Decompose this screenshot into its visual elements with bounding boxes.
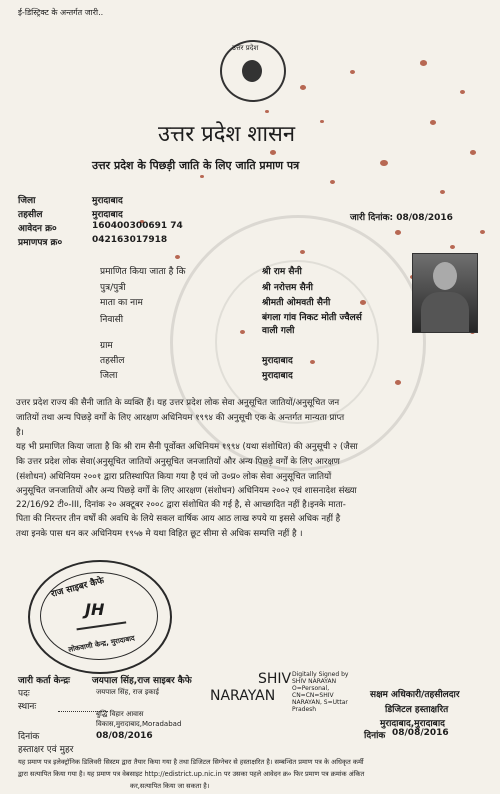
certify-label: प्रमाणित किया जाता है कि bbox=[100, 267, 186, 277]
seal-initials: JH bbox=[85, 600, 105, 619]
body-line: 22/16/92 टी०-III, दिनांक २० अक्टूबर २००८ द्वारा संशोधित की गई है, से आच्छादित नहीं है।इनके माता- bbox=[16, 500, 346, 510]
authority-line1: सक्षम अधिकारी/तहसीलदार bbox=[370, 690, 460, 700]
page-subtitle: उत्तर प्रदेश के पिछड़ी जाति के लिए जाति प्रमाण पत्र bbox=[92, 159, 300, 172]
stain-dot bbox=[270, 150, 276, 155]
top-note: ई-डिस्ट्रिक्ट के अन्तर्गत जारी.. bbox=[18, 8, 104, 17]
application-number-label: आवेदन क्र० bbox=[18, 224, 57, 234]
emblem-core-icon bbox=[242, 60, 262, 82]
stain-dot bbox=[440, 190, 445, 194]
stain-dot bbox=[320, 120, 324, 123]
village-label: ग्राम bbox=[100, 341, 113, 351]
digital-sig-detail-line: NARAYAN, S=Uttar bbox=[292, 699, 348, 706]
body-line: (संशोधन) अधिनियम २००१ द्वारा प्रतिस्थापित किया गया है एवं जो उ०प्र० लोक सेवा अनुसूचित जातियों bbox=[16, 472, 332, 482]
stain-dot bbox=[430, 120, 436, 125]
tehsil-label: तहसील bbox=[18, 210, 43, 220]
mother-value: श्रीमती ओमवती सैनी bbox=[262, 298, 331, 308]
stain-dot bbox=[470, 150, 476, 155]
body-line: तथा इनके पास धन कर अधिनियम १९५७ मे यथा विहित छूट सीमा से अधिक सम्पत्ति नहीं है । bbox=[16, 529, 303, 539]
issuer-post-value: जयपाल सिंह, राज इकाई bbox=[96, 688, 159, 696]
digital-sig-detail-line: CN=CN=SHIV bbox=[292, 692, 334, 699]
district2-label: जिला bbox=[100, 371, 118, 381]
authority-date-value: 08/08/2016 bbox=[392, 728, 449, 738]
stain-dot bbox=[175, 255, 180, 259]
footer-line: कर,सत्यापित किया जा सकता है। bbox=[130, 782, 210, 790]
issuer-centre-value: जयपाल सिंह,राज साइबर कैफे bbox=[92, 676, 192, 686]
issuer-date-label: दिनांक bbox=[18, 732, 40, 742]
tehsil2-value: मुरादाबाद bbox=[262, 356, 293, 366]
stain-dot bbox=[330, 180, 335, 184]
resident-value-line1: बंगला गांव निकट मोती ज्वैलर्स bbox=[262, 313, 362, 323]
mother-label: माता का नाम bbox=[100, 298, 143, 308]
digital-sig-detail-line: Digitally Signed by bbox=[292, 671, 349, 678]
district-value: मुरादाबाद bbox=[92, 196, 123, 206]
resident-value-line2: वाली गली bbox=[262, 326, 295, 336]
tehsil2-label: तहसील bbox=[100, 356, 125, 366]
stain-dot bbox=[460, 90, 465, 94]
tehsil-value: मुरादाबाद bbox=[92, 210, 123, 220]
issuer-place-value-2: विकास,मुरादाबाद,Moradabad bbox=[96, 720, 182, 728]
stain-dot bbox=[300, 250, 305, 254]
stain-dot bbox=[380, 160, 388, 166]
stain-dot bbox=[200, 175, 204, 178]
stain-dot bbox=[450, 245, 455, 249]
seal-text-bottom: लोकवाणी केन्द्र, मुरादाबाद bbox=[67, 634, 136, 654]
body-line: पिता की निरन्तर तीन वर्षों की अवधि के लिये सकल वार्षिक आय आठ लाख रुपये या इससे अधिक नहीं है bbox=[16, 514, 341, 524]
issuer-place-label: स्थानः bbox=[18, 702, 37, 712]
page-title: उत्तर प्रदेश शासन bbox=[158, 122, 296, 147]
certify-value: श्री राम सैनी bbox=[262, 267, 302, 277]
stain-dot bbox=[420, 60, 427, 66]
digital-sig-detail-line: Pradesh bbox=[292, 706, 317, 713]
body-line: कि उत्तर प्रदेश लोक सेवा(अनुसूचित जातियों अनुसूचित जनजातियों और अन्य पिछड़े वर्गों के लिए आरक्षण bbox=[16, 457, 340, 467]
photo-head bbox=[433, 262, 457, 290]
issuer-date-value: 08/08/2016 bbox=[96, 731, 153, 741]
seal-text-top: राज साइबर कैफे bbox=[50, 576, 106, 600]
issuer-post-label: पदः bbox=[18, 689, 30, 699]
stain-dot bbox=[240, 330, 245, 334]
issuer-sign-label: हस्ताक्षर एवं मुहर bbox=[18, 745, 74, 755]
district2-value: मुरादाबाद bbox=[262, 371, 293, 381]
father-value: श्री नरोत्तम सैनी bbox=[262, 283, 313, 293]
digital-sig-name-1: SHIV bbox=[258, 671, 292, 687]
emblem-text: उत्तर प्रदेश bbox=[232, 44, 259, 52]
body-line: अनुसूचित जनजातियों और अन्य पिछड़े वर्गों के लिए आरक्षण (संशोधन) अधिनियम २००२ एवं शासनादेश संख्या bbox=[16, 486, 357, 496]
authority-line3: मुरादाबाद,मुरादाबाद bbox=[380, 719, 445, 729]
body-line: है। bbox=[16, 428, 24, 438]
certificate-number-value: 042163017918 bbox=[92, 235, 168, 245]
district-label: जिला bbox=[18, 196, 36, 206]
application-number-value: 160400300691 74 bbox=[92, 221, 183, 231]
body-line: यह भी प्रमाणित किया जाता है कि श्री राम सैनी पूर्वोक्त अधिनियम १९९४ (यथा संशोधित) की अनुसूची २ (जैसा bbox=[16, 442, 358, 452]
applicant-photo bbox=[412, 253, 478, 333]
authority-date-label: दिनांक bbox=[364, 731, 386, 741]
issue-date: जारी दिनांक: 08/08/2016 bbox=[350, 213, 453, 223]
stain-dot bbox=[310, 360, 315, 364]
stain-dot bbox=[265, 110, 269, 113]
father-label: पुत्र/पुत्री bbox=[100, 283, 126, 293]
body-line: जातियों तथा अन्य पिछड़े वर्गों के लिए आरक्षण अधिनियम १९९४ की अनुसूची एक के अन्तर्गत मान्यता प्राप्त bbox=[16, 413, 345, 423]
stain-dot bbox=[360, 300, 366, 305]
resident-label: निवासी bbox=[100, 315, 124, 325]
stain-dot bbox=[395, 380, 401, 385]
photo-shirt bbox=[421, 292, 469, 332]
issuer-place-value-1: बुद्धि विहार आवास bbox=[96, 710, 144, 718]
certificate-number-label: प्रमाणपत्र क्र० bbox=[18, 238, 63, 248]
state-emblem bbox=[220, 40, 286, 102]
stain-dot bbox=[300, 85, 306, 90]
digital-sig-detail-line: O=Personal, bbox=[292, 685, 330, 692]
footer-line: यह प्रमाण पत्र इलेक्ट्रॉनिक डिलिवरी सिस्टम द्वारा तैयार किया गया है तथा डिजिटल सिग्नेचर से हस्ताक्षरित है। सम्बन्धित प्रमाण पत्र के अधिकृत कर्मी bbox=[18, 758, 364, 766]
footer-line: द्वारा सत्यापित किया गया है। यह प्रमाण पत्र वेबसाइट http://edistrict.up.nic.in पर उसका पहले आवेदन क्र० फिर प्रमाण पत्र क्रमांक अंकित bbox=[18, 770, 365, 778]
digital-sig-detail-line: SHIV NARAYAN bbox=[292, 678, 337, 685]
stain-dot bbox=[480, 230, 485, 234]
digital-sig-name-2: NARAYAN bbox=[210, 688, 276, 704]
stain-dot bbox=[350, 70, 355, 74]
issuer-centre-label: जारी कर्ता केन्द्रः bbox=[18, 676, 70, 686]
body-line: उत्तर प्रदेश राज्य की सैनी जाति के व्यक्ति हैं। यह उत्तर प्रदेश लोक सेवा अनुसूचित जातियों/अनुसूचित जन bbox=[16, 398, 340, 408]
stain-dot bbox=[395, 230, 401, 235]
authority-line2: डिजिटल हस्ताक्षरित bbox=[385, 705, 449, 715]
